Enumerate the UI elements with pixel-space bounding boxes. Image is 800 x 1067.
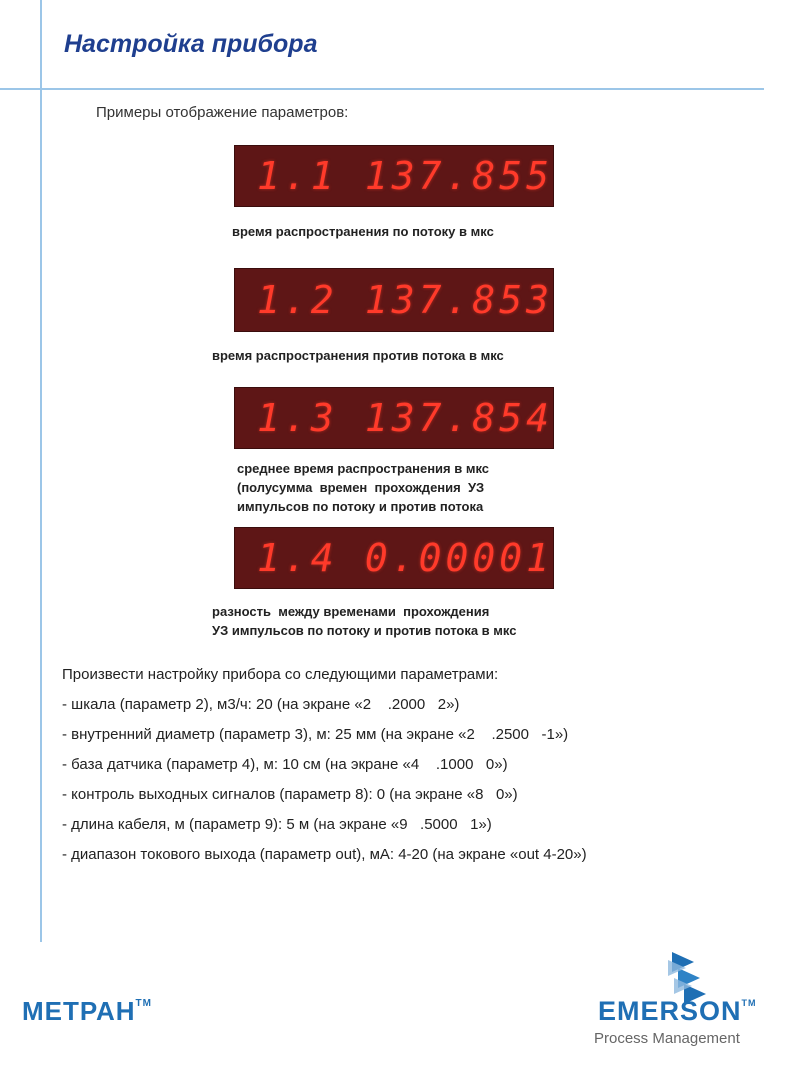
display-param-number: 1.1 — [257, 154, 338, 198]
display-caption: среднее время распространения в мкс (полусумма времен прохождения УЗ импульсов по потоку и против потока — [237, 461, 490, 514]
display-value: 137.854 — [364, 396, 553, 440]
instructions-list — [62, 660, 587, 870]
emerson-logo — [598, 996, 757, 1027]
instruction-item: - контроль выходных сигналов (параметр 8): 0 (на экране «8 0») — [62, 786, 518, 803]
display-value: 137.853 — [364, 278, 553, 322]
metran-logo-text: МЕТРАН — [22, 996, 136, 1026]
page-subtitle: Примеры отображение параметров: — [96, 104, 349, 121]
instruction-item: - внутренний диаметр (параметр 3), м: 25 мм (на экране «2 .2500 -1») — [62, 726, 569, 743]
display-caption: разность между временами прохождения УЗ импульсов по потоку и против потока в мкс — [212, 604, 517, 638]
display-caption: время распространения против потока в мкс — [212, 348, 504, 363]
instruction-item: - шкала (параметр 2), м3/ч: 20 (на экране «2 .2000 2») — [62, 696, 460, 713]
display-param-number: 1.2 — [257, 278, 338, 322]
emerson-tagline: Process Management — [594, 1030, 740, 1047]
led-display-1-4 — [234, 527, 554, 589]
display-caption: время распространения по потоку в мкс — [232, 224, 494, 239]
led-display-1-1 — [234, 145, 554, 207]
emerson-logo-text: EMERSON — [598, 996, 742, 1026]
led-display-1-3 — [234, 387, 554, 449]
instruction-item: - длина кабеля, м (параметр 9): 5 м (на экране «9 .5000 1») — [62, 816, 492, 833]
vertical-rule — [40, 0, 42, 942]
display-param-number: 1.3 — [257, 396, 338, 440]
display-value: 137.855 — [364, 154, 553, 198]
metran-logo — [22, 996, 152, 1027]
instructions-heading: Произвести настройку прибора со следующими параметрами: — [62, 666, 499, 683]
metran-trademark: TM — [135, 998, 152, 1009]
emerson-trademark: TM — [741, 998, 757, 1008]
led-display-1-2 — [234, 268, 554, 332]
instruction-item: - диапазон токового выхода (параметр out), мА: 4-20 (на экране «out 4-20») — [62, 846, 587, 863]
display-value: 0.00001 — [364, 536, 553, 580]
display-param-number: 1.4 — [257, 536, 338, 580]
page-title: Настройка прибора — [64, 30, 318, 58]
instruction-item: - база датчика (параметр 4), м: 10 см (на экране «4 .1000 0») — [62, 756, 508, 773]
horizontal-rule — [0, 88, 764, 90]
